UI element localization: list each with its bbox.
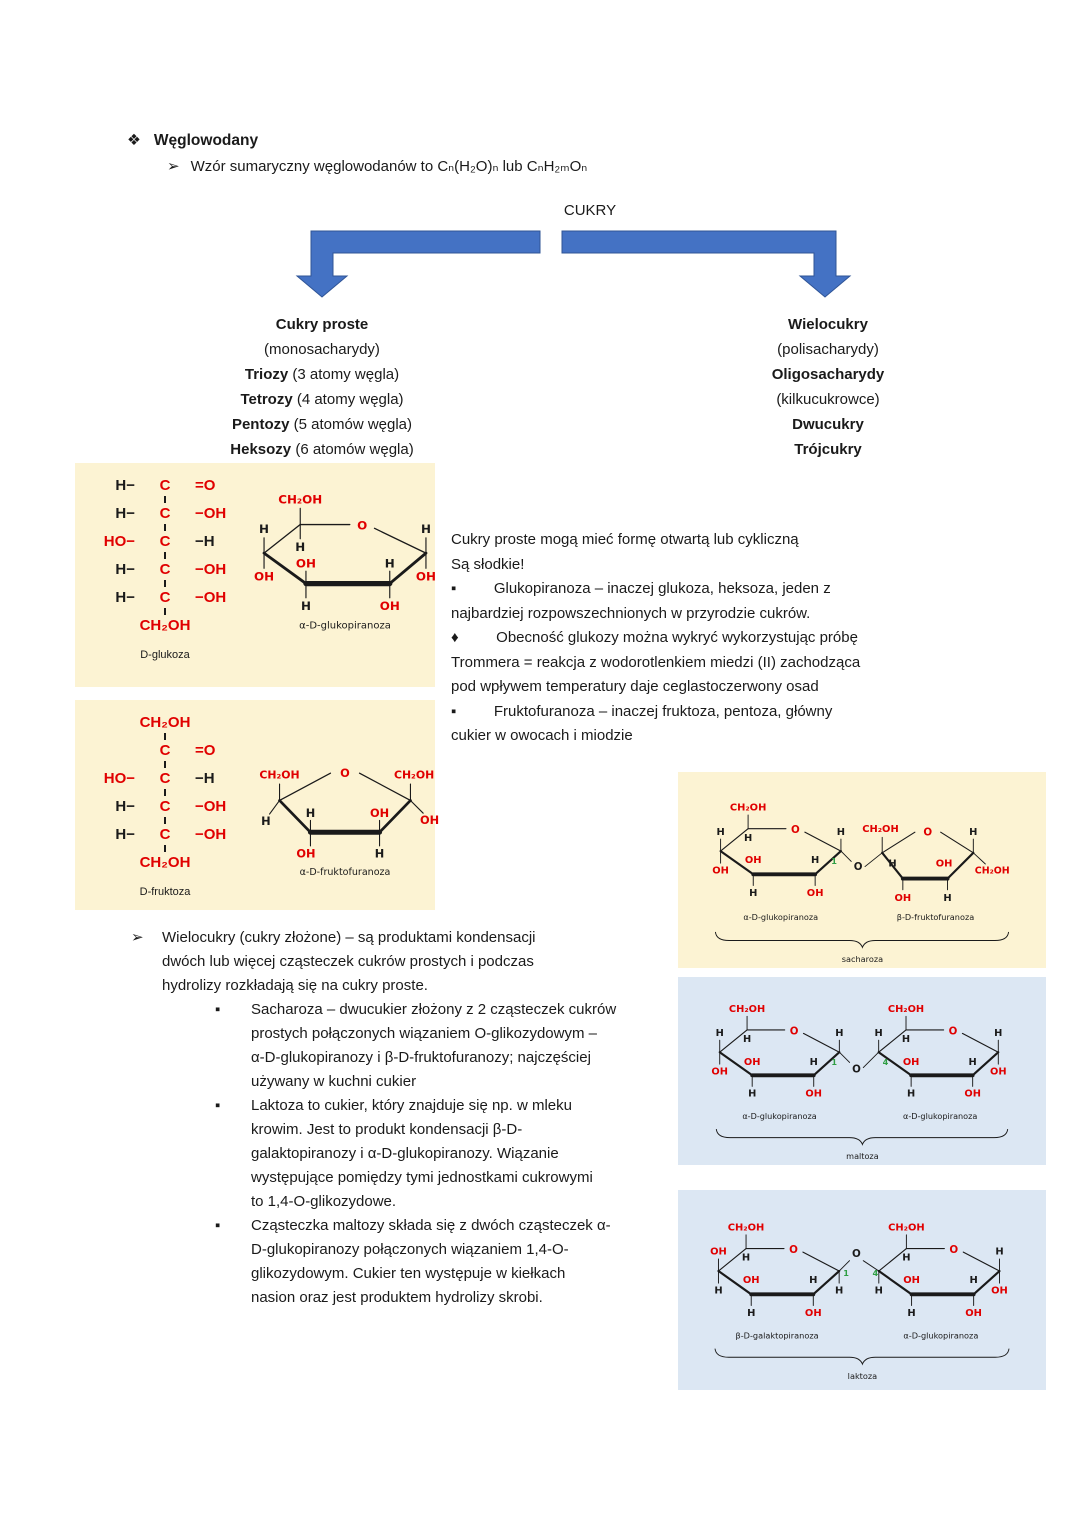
atom-label: 4 xyxy=(872,1268,879,1279)
bullet-marker-icon: ▪ xyxy=(215,1097,221,1114)
bond-line xyxy=(962,1033,998,1052)
atom-label: H xyxy=(743,832,753,844)
text-line: Wielocukry (cukry złożone) – są produktami kondensacji xyxy=(162,929,536,946)
bond-line xyxy=(164,608,166,615)
atom-group: CH₂OH xyxy=(139,714,191,731)
atom-label: OH xyxy=(903,1275,920,1287)
atom-label: H xyxy=(969,826,978,838)
atom-label: OH xyxy=(379,599,400,614)
atom-group: CH₂OH xyxy=(139,854,191,871)
atom-label: OH xyxy=(965,1307,982,1319)
fischer-row xyxy=(89,852,241,873)
structure-caption: laktoza xyxy=(847,1370,878,1381)
atom-group: HO− xyxy=(103,533,135,550)
atom-group: CH₂OH xyxy=(139,617,191,634)
text-lines xyxy=(251,1214,611,1310)
text-line: występujące pomiędzy tymi jednostkami cukrowymi xyxy=(251,1169,593,1186)
text-line: dwóch lub więcej cząsteczek cukrów prostych i podczas xyxy=(162,953,534,970)
text-lines xyxy=(251,1094,593,1214)
atom-group: −H xyxy=(195,770,215,787)
bond-line xyxy=(164,580,166,587)
tree-line: Pentozy (5 atomów węgla) xyxy=(231,416,413,433)
bond-line xyxy=(973,853,985,864)
text-line: ♦ Obecność glukozy można wykryć wykorzystując próbę xyxy=(451,629,858,646)
text-line: używany w kuchni cukier xyxy=(251,1073,417,1090)
atom-label: OH xyxy=(806,887,824,899)
atom-group: −OH xyxy=(195,798,227,815)
atom-label: H xyxy=(259,522,270,537)
text-line: α-D-glukopiranozy i β-D-fruktofuranozy; najczęściej xyxy=(251,1049,591,1066)
flow-arrow-right-icon xyxy=(562,231,850,297)
bond-line xyxy=(410,800,423,813)
tree-line: Heksozy (6 atomów węgla) xyxy=(230,441,414,458)
structure-caption: sacharoza xyxy=(841,953,884,964)
atom-label: H xyxy=(907,1307,916,1319)
atom-label: H xyxy=(305,805,316,820)
title-row xyxy=(127,131,258,150)
text-line: Laktoza to cukier, który znajduje się np. w mleku xyxy=(251,1097,572,1114)
bond-line xyxy=(805,832,841,851)
atom-label: H xyxy=(836,826,846,838)
atom-group: H− xyxy=(115,477,135,494)
text-line: hydrolizy rozkładają się na cukry proste. xyxy=(162,977,428,994)
atom-label: O xyxy=(357,518,368,533)
bullet-item xyxy=(215,1094,691,1214)
fischer-row xyxy=(89,768,241,789)
structure-caption: α-D-glukopiranoza xyxy=(299,620,391,632)
atom-group: −OH xyxy=(195,505,227,522)
text-line: Cukry proste mogą mieć formę otwartą lub cykliczną xyxy=(451,531,799,548)
structure-caption: α-D-glukopiranoza xyxy=(902,1110,978,1121)
bullet-marker-icon: ▪ xyxy=(215,1217,221,1234)
atom-label: OH xyxy=(712,865,729,877)
atom-label: H xyxy=(874,1027,883,1039)
atom-label: OH xyxy=(935,858,953,870)
atom-label: O xyxy=(852,1063,861,1076)
atom-group: C xyxy=(159,798,171,815)
atom-group: C xyxy=(159,505,171,522)
atom-group: H− xyxy=(115,561,135,578)
atom-label: O xyxy=(790,824,800,837)
fischer-row xyxy=(89,740,241,761)
atom-label: 1 xyxy=(831,855,837,866)
atom-group: C xyxy=(159,533,171,550)
diamond-bullet-icon: ❖ xyxy=(127,132,141,149)
bond-line xyxy=(839,1052,849,1062)
atom-label: CH₂OH xyxy=(862,824,899,836)
atom-group: C xyxy=(159,742,171,759)
atom-group: C xyxy=(159,589,171,606)
bond-line xyxy=(803,1252,839,1271)
tree-root-label: CUKRY xyxy=(563,202,617,219)
tree-line: Cukry proste xyxy=(275,316,369,333)
text-line: ▪ Glukopiranoza – inaczej glukoza, heksoza, jeden z xyxy=(451,580,831,597)
tree-line: Oligosacharydy xyxy=(771,366,885,383)
atom-label: OH xyxy=(991,1285,1008,1297)
text-line: Cząsteczka maltozy składa się z dwóch cząsteczek α- xyxy=(251,1217,611,1234)
atom-label: O xyxy=(853,861,863,873)
atom-label: CH₂OH xyxy=(259,768,300,782)
brace-icon xyxy=(715,932,1008,947)
atom-group: =O xyxy=(195,742,216,759)
atom-label: O xyxy=(789,1243,798,1256)
atom-label: CH₂OH xyxy=(974,865,1010,877)
formula-row xyxy=(167,157,587,175)
atom-label: H xyxy=(742,1033,752,1045)
fischer-row xyxy=(89,503,241,524)
bond-line xyxy=(863,1052,878,1067)
tree-left-list xyxy=(162,312,482,462)
text-line: prostych połączonych wiązaniem O-glikozydowym – xyxy=(251,1025,597,1042)
atom-label: H xyxy=(874,1285,883,1297)
atom-label: H xyxy=(901,1033,911,1045)
fischer-row xyxy=(89,559,241,580)
atom-label: OH xyxy=(742,1275,760,1287)
atom-label: O xyxy=(852,1248,861,1261)
tree-line: (polisacharydy) xyxy=(777,341,879,358)
text-line: Trommera = reakcja z wodorotlenkiem miedzi (II) zachodząca xyxy=(451,653,861,671)
laktoza-box xyxy=(678,1190,1046,1390)
bond-line xyxy=(164,845,166,852)
tree-line: (monosacharydy) xyxy=(264,341,380,358)
sacharoza-diagram xyxy=(678,772,1046,968)
fruktofuranoza-diagram xyxy=(245,726,445,884)
maltoza-diagram xyxy=(678,977,1046,1165)
atom-label: H xyxy=(902,1252,911,1264)
flow-arrow-left-icon xyxy=(297,231,540,297)
structure-caption: maltoza xyxy=(846,1151,879,1162)
atom-group: C xyxy=(159,561,171,578)
d-glukoza-fischer xyxy=(75,463,245,671)
tree-line: (kilkucukrowce) xyxy=(776,391,880,408)
bond-line xyxy=(164,789,166,796)
fischer-row xyxy=(89,615,241,636)
text-line: Są słodkie! xyxy=(451,555,525,573)
atom-label: OH xyxy=(990,1066,1007,1078)
bond-line xyxy=(841,851,851,861)
atom-label: CH₂OH xyxy=(278,492,323,507)
fischer-row xyxy=(89,712,241,733)
structure-caption: D-fruktoza xyxy=(139,886,191,898)
bond-line xyxy=(164,524,166,531)
atom-label: H xyxy=(968,1057,977,1069)
atom-label: H xyxy=(300,599,311,614)
atom-label: CH₂OH xyxy=(727,1222,765,1234)
atom-label: H xyxy=(741,1252,751,1264)
bond-line xyxy=(164,761,166,768)
atom-label: H xyxy=(835,1027,844,1039)
atom-label: OH xyxy=(296,846,316,861)
bond-line xyxy=(375,528,426,553)
glucose-structures-box xyxy=(75,463,435,687)
atom-label: OH xyxy=(805,1088,822,1100)
atom-label: H xyxy=(943,892,952,904)
atom-label: H xyxy=(749,887,758,899)
fischer-row xyxy=(89,824,241,845)
atom-label: O xyxy=(948,1025,958,1038)
structure-caption: α-D-glukopiranoza xyxy=(743,911,819,922)
atom-group: −OH xyxy=(195,826,227,843)
laktoza-diagram xyxy=(678,1190,1046,1390)
atom-label: 1 xyxy=(843,1268,849,1279)
atom-label: OH xyxy=(419,813,440,828)
atom-label: H xyxy=(809,1275,818,1287)
polysaccharides-text xyxy=(131,926,691,1310)
brace-icon xyxy=(715,1349,1009,1365)
atom-label: OH xyxy=(295,556,316,571)
text-line: najbardziej rozpowszechnionych w przyrodzie cukrów. xyxy=(451,604,811,622)
atom-label: H xyxy=(261,814,271,828)
structure-caption: α-D-glukopiranoza xyxy=(903,1330,979,1341)
bond-line xyxy=(882,832,915,853)
structure-caption: β-D-fruktofuranoza xyxy=(896,911,975,922)
atom-label: OH xyxy=(369,805,390,820)
atom-label: OH xyxy=(743,1057,761,1069)
atom-group: C xyxy=(159,826,171,843)
bond-line xyxy=(164,496,166,503)
atom-label: 4 xyxy=(882,1057,889,1068)
atom-label: H xyxy=(994,1027,1003,1039)
atom-label: OH xyxy=(804,1307,822,1319)
atom-label: H xyxy=(384,556,395,571)
summary-formula-text: Wzór sumaryczny węglowodanów to Cₙ(H₂O)ₙ lub CₙH₂ₘOₙ xyxy=(190,158,588,175)
atom-label: CH₂OH xyxy=(393,768,435,782)
text-line: glikozydowym. Cukier ten występuje w kiełkach xyxy=(251,1265,566,1282)
atom-label: CH₂OH xyxy=(888,1222,925,1234)
atom-label: H xyxy=(716,826,725,838)
text-line: nasion oraz jest produktem hydrolizy skrobi. xyxy=(251,1289,543,1306)
text-line: krowim. Jest to produkt kondensacji β-D- xyxy=(251,1121,523,1138)
tree-line: Wielocukry xyxy=(788,316,868,333)
lead-item xyxy=(131,926,691,998)
atom-label: H xyxy=(420,522,431,537)
tree-line: Tetrozy (4 atomy węgla) xyxy=(240,391,404,408)
atom-label: OH xyxy=(415,569,436,584)
page-title: Węglowodany xyxy=(153,132,259,149)
atom-label: 1 xyxy=(831,1057,838,1068)
bond-line xyxy=(803,1033,839,1052)
atom-label: O xyxy=(789,1025,799,1038)
atom-group: −H xyxy=(195,533,215,550)
d-fruktoza-fischer xyxy=(75,700,245,908)
text-line: D-glukopiranozy połączonych wiązaniem 1,4-O- xyxy=(251,1241,569,1258)
fischer-row xyxy=(89,475,241,496)
atom-label: CH₂OH xyxy=(729,802,767,814)
atom-label: H xyxy=(811,855,820,867)
atom-label: O xyxy=(949,1243,959,1256)
simple-sugars-text xyxy=(451,528,1051,749)
atom-label: OH xyxy=(964,1088,981,1100)
tree-line: Trójcukry xyxy=(794,441,862,458)
bond-line xyxy=(164,733,166,740)
atom-label: H xyxy=(374,846,385,861)
text-line: Sacharoza – dwucukier złożony z 2 cząsteczek cukrów xyxy=(251,1001,617,1018)
bond-line xyxy=(164,817,166,824)
tree-line: Triozy (3 atomy węgla) xyxy=(244,366,400,383)
bond-line xyxy=(865,853,882,867)
atom-label: H xyxy=(715,1027,724,1039)
structure-caption: α-D-glukopiranoza xyxy=(742,1110,817,1121)
atom-label: OH xyxy=(902,1057,920,1069)
structure-caption: α-D-fruktofuranoza xyxy=(299,867,391,878)
atom-label: H xyxy=(747,1307,756,1319)
text-line: ▪ Fruktofuranoza – inaczej fruktoza, pentoza, główny xyxy=(451,702,833,720)
fischer-row xyxy=(89,587,241,608)
atom-label: H xyxy=(907,1088,916,1100)
atom-label: H xyxy=(995,1246,1004,1258)
atom-group: HO− xyxy=(103,770,135,787)
atom-group: H− xyxy=(115,826,135,843)
atom-group: C xyxy=(159,770,171,787)
tree-right-list xyxy=(668,312,988,462)
atom-group: H− xyxy=(115,798,135,815)
atom-label: OH xyxy=(254,569,275,584)
atom-label: OH xyxy=(710,1246,727,1258)
flow-arrows xyxy=(0,229,1080,301)
atom-label: OH xyxy=(744,855,762,867)
text-lines xyxy=(251,998,616,1094)
sacharoza-box xyxy=(678,772,1046,968)
brace-icon xyxy=(716,1129,1007,1144)
text-lines xyxy=(162,926,535,998)
atom-label: H xyxy=(748,1088,757,1100)
atom-group: H− xyxy=(115,589,135,606)
atom-label: H xyxy=(888,858,897,870)
atom-label: CH₂OH xyxy=(728,1004,766,1016)
fischer-row xyxy=(89,796,241,817)
tree-line: Dwucukry xyxy=(792,416,864,433)
atom-label: H xyxy=(969,1275,978,1287)
atom-label: H xyxy=(809,1057,818,1069)
fructose-structures-box xyxy=(75,700,440,910)
bond-line xyxy=(963,1252,999,1271)
structure-caption: D-glukoza xyxy=(140,649,190,661)
arrow-bullet-icon: ➢ xyxy=(167,158,180,175)
fischer-row xyxy=(89,531,241,552)
atom-label: O xyxy=(340,765,350,780)
text-line: to 1,4-O-glikozydowe. xyxy=(251,1193,397,1210)
atom-label: OH xyxy=(711,1066,728,1078)
glukopiranoza-diagram xyxy=(245,471,445,639)
atom-group: H− xyxy=(115,505,135,522)
text-line: cukier w owocach i miodzie xyxy=(451,727,633,744)
bullet-item xyxy=(215,1214,691,1310)
atom-label: OH xyxy=(894,892,912,904)
text-line: galaktopiranozy i α-D-glukopiranozy. Wiązanie xyxy=(251,1145,559,1162)
atom-label: H xyxy=(714,1285,723,1297)
text-line: pod wpływem temperatury daje ceglastoczerwony osad xyxy=(451,678,819,695)
maltoza-box xyxy=(678,977,1046,1165)
atom-label: CH₂OH xyxy=(887,1004,925,1016)
bullet-marker-icon: ▪ xyxy=(215,1001,221,1018)
atom-label: H xyxy=(295,540,306,555)
atom-group: =O xyxy=(195,477,216,494)
bond-line xyxy=(270,800,280,814)
atom-group: C xyxy=(159,477,171,494)
atom-group: −OH xyxy=(195,589,227,606)
atom-label: H xyxy=(835,1285,844,1297)
atom-label: O xyxy=(923,826,933,839)
bullet-item xyxy=(215,998,691,1094)
bullet-marker-icon: ➢ xyxy=(131,929,144,946)
bond-line xyxy=(164,552,166,559)
structure-caption: β-D-galaktopiranoza xyxy=(735,1330,819,1341)
atom-group: −OH xyxy=(195,561,227,578)
